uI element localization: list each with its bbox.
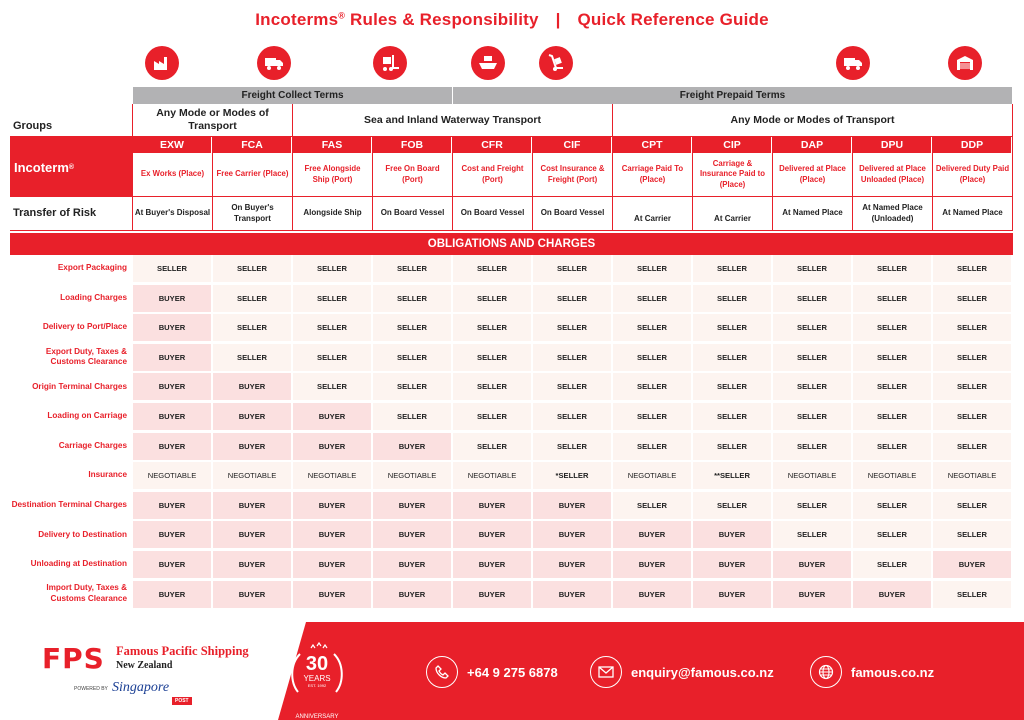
obligation-label: Delivery to Port/Place bbox=[10, 314, 133, 341]
obligation-cell: BUYER bbox=[133, 344, 213, 371]
obligation-cell: SELLER bbox=[453, 403, 533, 430]
obligation-row bbox=[10, 255, 1013, 285]
obligation-cell: NEGOTIABLE bbox=[213, 462, 293, 489]
obligation-row bbox=[10, 403, 1013, 433]
obligations-header: OBLIGATIONS AND CHARGES bbox=[10, 233, 1013, 255]
obligation-cell: SELLER bbox=[773, 344, 853, 371]
page-title: Incoterms® Rules & Responsibility | Quick Reference Guide bbox=[255, 10, 769, 29]
incoterm-name: Carriage & Insurance Paid to (Place) bbox=[693, 153, 772, 197]
obligation-cell: SELLER bbox=[533, 255, 613, 282]
obligation-row bbox=[10, 462, 1013, 492]
obligation-cell: SELLER bbox=[613, 314, 693, 341]
obligation-row bbox=[10, 344, 1013, 374]
obligation-row bbox=[10, 521, 1013, 551]
obligation-cell: BUYER bbox=[133, 492, 213, 519]
transfer-of-risk-row bbox=[10, 197, 1013, 231]
email-address[interactable]: enquiry@famous.co.nz bbox=[631, 664, 774, 680]
obligation-label: Import Duty, Taxes & Customs Clearance bbox=[10, 581, 133, 608]
obligation-cell: SELLER bbox=[533, 433, 613, 460]
group-any-mode-collect: Any Mode or Modes of Transport bbox=[133, 104, 293, 137]
obligation-label: Insurance bbox=[10, 462, 133, 489]
obligation-cell: SELLER bbox=[613, 255, 693, 282]
incoterm-fas bbox=[293, 137, 373, 197]
risk-cell: At Named Place bbox=[773, 197, 853, 231]
obligation-cell: BUYER bbox=[133, 314, 213, 341]
incoterm-name: Carriage Paid To (Place) bbox=[613, 153, 692, 197]
obligation-cell: SELLER bbox=[693, 492, 773, 519]
obligation-cell: BUYER bbox=[453, 581, 533, 608]
anniversary-est: EST. 1992 bbox=[307, 683, 327, 688]
obligation-cell: BUYER bbox=[133, 581, 213, 608]
obligation-cell: SELLER bbox=[533, 373, 613, 400]
obligation-cell: SELLER bbox=[693, 344, 773, 371]
anniversary-badge bbox=[284, 640, 350, 720]
anniversary-word: ANNIVERSARY bbox=[295, 714, 339, 720]
obligation-cell: BUYER bbox=[373, 551, 453, 578]
obligation-cell: SELLER bbox=[933, 255, 1013, 282]
obligation-cell: NEGOTIABLE bbox=[133, 462, 213, 489]
obligation-cell: SELLER bbox=[533, 285, 613, 312]
obligation-cell: BUYER bbox=[213, 433, 293, 460]
obligation-cell: SELLER bbox=[693, 314, 773, 341]
groups-label: Groups bbox=[10, 104, 133, 137]
incoterm-name: Free Alongside Ship (Port) bbox=[293, 153, 372, 197]
footer bbox=[0, 622, 1024, 720]
obligation-cell: SELLER bbox=[293, 344, 373, 371]
obligation-label: Delivery to Destination bbox=[10, 521, 133, 548]
obligation-cell: SELLER bbox=[373, 255, 453, 282]
obligation-cell: SELLER bbox=[293, 255, 373, 282]
incoterm-code: DAP bbox=[773, 137, 852, 153]
obligation-cell: SELLER bbox=[933, 314, 1013, 341]
incoterm-dpu bbox=[853, 137, 933, 197]
obligation-cell: SELLER bbox=[773, 255, 853, 282]
obligation-cell: SELLER bbox=[853, 344, 933, 371]
obligation-cell: BUYER bbox=[213, 551, 293, 578]
obligation-cell: NEGOTIABLE bbox=[453, 462, 533, 489]
obligation-cell: SELLER bbox=[213, 344, 293, 371]
obligation-cell: SELLER bbox=[373, 314, 453, 341]
obligation-cell: BUYER bbox=[213, 581, 293, 608]
obligation-cell: BUYER bbox=[133, 551, 213, 578]
obligation-cell: SELLER bbox=[773, 403, 853, 430]
obligation-cell: BUYER bbox=[613, 521, 693, 548]
factory-icon bbox=[145, 46, 179, 80]
forklift-icon bbox=[373, 46, 407, 80]
obligation-cell: BUYER bbox=[693, 581, 773, 608]
obligation-cell: NEGOTIABLE bbox=[613, 462, 693, 489]
incoterm-code: FAS bbox=[293, 137, 372, 153]
powered-by: POWERED BY bbox=[74, 686, 108, 692]
obligation-cell: SELLER bbox=[533, 403, 613, 430]
incoterm-name: Cost Insurance & Freight (Port) bbox=[533, 153, 612, 197]
risk-cell: At Named Place (Unloaded) bbox=[853, 197, 933, 231]
obligation-cell: SELLER bbox=[293, 373, 373, 400]
phone-icon bbox=[426, 656, 458, 688]
obligation-cell: BUYER bbox=[213, 373, 293, 400]
obligation-cell: BUYER bbox=[133, 285, 213, 312]
incoterm-cfr bbox=[453, 137, 533, 197]
obligation-cell: SELLER bbox=[853, 551, 933, 578]
incoterm-row bbox=[10, 137, 1013, 197]
freight-prepaid-header: Freight Prepaid Terms bbox=[453, 87, 1013, 104]
email-icon bbox=[590, 656, 622, 688]
obligation-cell: SELLER bbox=[933, 521, 1013, 548]
obligation-cell: SELLER bbox=[213, 285, 293, 312]
obligation-cell: SELLER bbox=[453, 255, 533, 282]
obligation-cell: SELLER bbox=[933, 344, 1013, 371]
group-any-mode-prepaid: Any Mode or Modes of Transport bbox=[613, 104, 1013, 137]
obligation-cell: SELLER bbox=[693, 285, 773, 312]
obligation-cell: SELLER bbox=[533, 344, 613, 371]
obligation-cell: SELLER bbox=[773, 492, 853, 519]
obligation-cell: BUYER bbox=[293, 403, 373, 430]
incoterm-code: CFR bbox=[453, 137, 532, 153]
obligation-label: Loading Charges bbox=[10, 285, 133, 312]
obligation-label: Export Packaging bbox=[10, 255, 133, 282]
incoterm-code: CIF bbox=[533, 137, 612, 153]
obligation-row bbox=[10, 581, 1013, 611]
obligation-cell: SELLER bbox=[933, 403, 1013, 430]
obligation-cell: SELLER bbox=[373, 285, 453, 312]
obligation-cell: BUYER bbox=[773, 551, 853, 578]
incoterm-code: FCA bbox=[213, 137, 292, 153]
obligation-cell: BUYER bbox=[613, 581, 693, 608]
obligation-row bbox=[10, 314, 1013, 344]
incoterm-code: CIP bbox=[693, 137, 772, 153]
incoterm-code: DPU bbox=[853, 137, 932, 153]
truck-icon bbox=[257, 46, 291, 80]
obligation-cell: SELLER bbox=[853, 314, 933, 341]
transfer-of-risk-label: Transfer of Risk bbox=[10, 197, 133, 231]
globe-icon bbox=[810, 656, 842, 688]
obligation-label: Loading on Carriage bbox=[10, 403, 133, 430]
incoterm-name: Ex Works (Place) bbox=[133, 153, 212, 197]
obligation-cell: BUYER bbox=[133, 403, 213, 430]
incoterm-fob bbox=[373, 137, 453, 197]
freight-terms-band bbox=[10, 87, 1013, 104]
obligation-cell: BUYER bbox=[853, 581, 933, 608]
obligation-cell: BUYER bbox=[133, 373, 213, 400]
obligations-rows bbox=[10, 255, 1013, 610]
obligation-cell: SELLER bbox=[373, 344, 453, 371]
website-url[interactable]: famous.co.nz bbox=[851, 664, 935, 680]
incoterm-cif bbox=[533, 137, 613, 197]
obligation-cell: SELLER bbox=[933, 373, 1013, 400]
obligation-cell: BUYER bbox=[533, 581, 613, 608]
incoterms-table bbox=[10, 87, 1013, 610]
obligation-cell: SELLER bbox=[933, 492, 1013, 519]
email-contact[interactable] bbox=[590, 656, 774, 688]
obligation-cell: SELLER bbox=[293, 285, 373, 312]
obligation-cell: BUYER bbox=[613, 551, 693, 578]
obligation-cell: BUYER bbox=[213, 403, 293, 430]
obligation-cell: SELLER bbox=[853, 255, 933, 282]
incoterm-name: Delivered at Place Unloaded (Place) bbox=[853, 153, 932, 197]
obligation-cell: SELLER bbox=[453, 314, 533, 341]
phone-contact[interactable] bbox=[426, 656, 558, 688]
obligation-cell: BUYER bbox=[533, 551, 613, 578]
obligation-cell: SELLER bbox=[213, 255, 293, 282]
obligation-cell: BUYER bbox=[213, 521, 293, 548]
obligation-cell: NEGOTIABLE bbox=[773, 462, 853, 489]
obligation-cell: BUYER bbox=[693, 521, 773, 548]
obligation-cell: SELLER bbox=[613, 344, 693, 371]
obligation-label: Export Duty, Taxes & Customs Clearance bbox=[10, 344, 133, 371]
obligation-cell: BUYER bbox=[453, 492, 533, 519]
obligation-row bbox=[10, 285, 1013, 315]
incoterm-name: Delivered Duty Paid (Place) bbox=[933, 153, 1012, 197]
obligation-cell: SELLER bbox=[613, 285, 693, 312]
obligation-cell: BUYER bbox=[213, 492, 293, 519]
incoterm-name: Free On Board (Port) bbox=[373, 153, 452, 197]
website-contact[interactable] bbox=[810, 656, 934, 688]
obligation-cell: SELLER bbox=[613, 492, 693, 519]
risk-cell: At Named Place bbox=[933, 197, 1013, 231]
obligation-cell: BUYER bbox=[293, 433, 373, 460]
risk-cell: At Carrier bbox=[693, 197, 773, 231]
incoterm-cip bbox=[693, 137, 773, 197]
obligation-row bbox=[10, 492, 1013, 522]
company-country: New Zealand bbox=[116, 660, 173, 671]
obligation-cell: SELLER bbox=[453, 285, 533, 312]
obligation-cell: SELLER bbox=[453, 373, 533, 400]
obligation-cell: SELLER bbox=[853, 403, 933, 430]
obligation-cell: BUYER bbox=[533, 492, 613, 519]
obligation-cell: SELLER bbox=[613, 373, 693, 400]
obligation-cell: BUYER bbox=[293, 521, 373, 548]
risk-cell: On Board Vessel bbox=[533, 197, 613, 231]
hand-truck-icon bbox=[539, 46, 573, 80]
obligation-cell: SELLER bbox=[853, 492, 933, 519]
obligation-cell: SELLER bbox=[773, 433, 853, 460]
transport-icons-row bbox=[0, 46, 1024, 84]
obligation-cell: SELLER bbox=[693, 373, 773, 400]
risk-cell: At Buyer's Disposal bbox=[133, 197, 213, 231]
group-sea-inland: Sea and Inland Waterway Transport bbox=[293, 104, 613, 137]
incoterm-label: Incoterm ® bbox=[10, 137, 133, 197]
obligation-cell: BUYER bbox=[453, 521, 533, 548]
company-name: Famous Pacific Shipping bbox=[116, 644, 249, 658]
risk-cell: On Buyer's Transport bbox=[213, 197, 293, 231]
obligation-cell: SELLER bbox=[693, 255, 773, 282]
freight-collect-header: Freight Collect Terms bbox=[133, 87, 453, 104]
risk-cell: On Board Vessel bbox=[453, 197, 533, 231]
obligation-cell: SELLER bbox=[133, 255, 213, 282]
phone-number[interactable]: +64 9 275 6878 bbox=[467, 664, 558, 680]
risk-cell: At Carrier bbox=[613, 197, 693, 231]
obligation-cell: SELLER bbox=[293, 314, 373, 341]
obligation-cell: SELLER bbox=[693, 433, 773, 460]
incoterm-code: CPT bbox=[613, 137, 692, 153]
obligation-label: Unloading at Destination bbox=[10, 551, 133, 578]
obligation-cell: SELLER bbox=[853, 521, 933, 548]
delivery-truck-icon bbox=[836, 46, 870, 80]
obligation-cell: SELLER bbox=[773, 314, 853, 341]
obligation-cell: SELLER bbox=[373, 403, 453, 430]
obligation-label: Carriage Charges bbox=[10, 433, 133, 460]
obligation-cell: SELLER bbox=[453, 344, 533, 371]
obligation-cell: BUYER bbox=[133, 433, 213, 460]
fps-logo bbox=[42, 642, 249, 675]
obligation-cell: SELLER bbox=[453, 433, 533, 460]
obligation-cell: SELLER bbox=[773, 373, 853, 400]
obligation-cell: SELLER bbox=[853, 373, 933, 400]
obligation-cell: SELLER bbox=[213, 314, 293, 341]
obligation-row bbox=[10, 373, 1013, 403]
obligation-cell: NEGOTIABLE bbox=[933, 462, 1013, 489]
obligation-cell: SELLER bbox=[853, 285, 933, 312]
singapore-post-tag: POST bbox=[172, 697, 192, 705]
obligation-cell: BUYER bbox=[293, 551, 373, 578]
obligation-cell: SELLER bbox=[773, 285, 853, 312]
incoterm-cpt bbox=[613, 137, 693, 197]
obligation-cell: BUYER bbox=[133, 521, 213, 548]
risk-cell: Alongside Ship bbox=[293, 197, 373, 231]
obligation-cell: NEGOTIABLE bbox=[293, 462, 373, 489]
obligation-cell: SELLER bbox=[613, 403, 693, 430]
anniversary-number: 30 bbox=[305, 653, 329, 675]
obligation-row bbox=[10, 551, 1013, 581]
obligation-cell: SELLER bbox=[693, 403, 773, 430]
obligation-cell: BUYER bbox=[373, 521, 453, 548]
obligation-cell: SELLER bbox=[933, 581, 1013, 608]
obligation-cell: BUYER bbox=[453, 551, 533, 578]
obligation-label: Origin Terminal Charges bbox=[10, 373, 133, 400]
laurel-icon bbox=[284, 640, 350, 706]
obligation-cell: BUYER bbox=[693, 551, 773, 578]
obligation-cell: BUYER bbox=[373, 492, 453, 519]
obligation-cell: SELLER bbox=[933, 285, 1013, 312]
incoterm-name: Cost and Freight (Port) bbox=[453, 153, 532, 197]
obligation-row bbox=[10, 433, 1013, 463]
obligation-cell: NEGOTIABLE bbox=[373, 462, 453, 489]
obligation-cell: BUYER bbox=[293, 581, 373, 608]
incoterm-fca bbox=[213, 137, 293, 197]
obligation-cell: SELLER bbox=[773, 521, 853, 548]
risk-cell: On Board Vessel bbox=[373, 197, 453, 231]
incoterm-dap bbox=[773, 137, 853, 197]
obligation-cell: BUYER bbox=[373, 433, 453, 460]
obligation-cell: SELLER bbox=[933, 433, 1013, 460]
warehouse-icon bbox=[948, 46, 982, 80]
incoterm-name: Delivered at Place (Place) bbox=[773, 153, 852, 197]
obligation-cell: **SELLER bbox=[693, 462, 773, 489]
obligation-cell: NEGOTIABLE bbox=[853, 462, 933, 489]
incoterm-exw bbox=[133, 137, 213, 197]
obligation-cell: BUYER bbox=[533, 521, 613, 548]
obligation-cell: SELLER bbox=[853, 433, 933, 460]
obligation-cell: BUYER bbox=[933, 551, 1013, 578]
incoterm-code: FOB bbox=[373, 137, 452, 153]
singapore-post-logo: Singapore bbox=[112, 680, 170, 695]
fps-mark: FPS bbox=[42, 642, 105, 675]
obligation-cell: BUYER bbox=[773, 581, 853, 608]
groups-row bbox=[10, 104, 1013, 137]
obligation-cell: SELLER bbox=[613, 433, 693, 460]
obligation-cell: *SELLER bbox=[533, 462, 613, 489]
incoterm-code: DDP bbox=[933, 137, 1012, 153]
incoterm-code: EXW bbox=[133, 137, 212, 153]
obligation-cell: SELLER bbox=[533, 314, 613, 341]
incoterm-name: Free Carrier (Place) bbox=[213, 153, 292, 197]
anniversary-years: YEARS bbox=[303, 674, 331, 683]
obligation-cell: BUYER bbox=[373, 581, 453, 608]
obligation-label: Destination Terminal Charges bbox=[10, 492, 133, 519]
obligation-cell: SELLER bbox=[373, 373, 453, 400]
incoterm-ddp bbox=[933, 137, 1013, 197]
ship-icon bbox=[471, 46, 505, 80]
obligation-cell: BUYER bbox=[293, 492, 373, 519]
